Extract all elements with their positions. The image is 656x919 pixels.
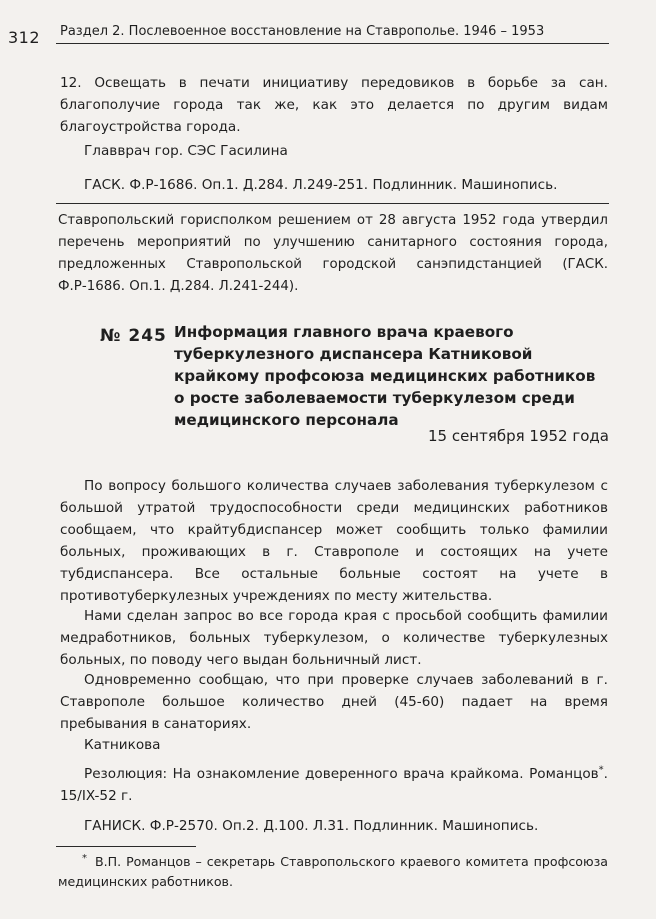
page-number: 312 <box>8 28 41 47</box>
footnote-marker: * <box>82 852 87 864</box>
running-header: Раздел 2. Послевоенное восстановление на Ставрополье. 1946 – 1953 <box>60 24 545 39</box>
footnote-marker: * <box>598 764 604 776</box>
resolution <box>60 763 608 807</box>
resolution-date: . 15/IX-52 г. <box>60 766 608 804</box>
document-date: 15 сентября 1952 года <box>427 427 609 445</box>
body-paragraph: По вопросу большого количества случаев заболевания туберкулезом с большой утратой трудоспособности среди медицинских работников сообщаем, что крайтубдиспансер может сообщить только фамилии больных, проживающих в г. Ставрополе и состоящих на учете тубдиспансера. Все остальные больные состоят на учете в противотуберкулезных учреждениях по месту жительства. <box>60 478 608 604</box>
document-title: Информация главного врача краевого туберкулезного диспансера Катниковой крайкому профсоюза медицинских работников о росте заболеваемости туберкулезом среди медицинского персонала <box>174 323 596 429</box>
document-signature: Катникова <box>84 737 161 753</box>
header-rule <box>56 43 609 44</box>
document-source: ГАНИСК. Ф.Р-2570. Оп.2. Д.100. Л.31. Подлинник. Машинопись. <box>84 818 539 834</box>
resolution-text: Резолюция: На ознакомление доверенного врача крайкома. Романцов <box>84 766 599 782</box>
section-divider <box>56 203 609 204</box>
prev-document-signature: Главврач гор. СЭС Гасилина <box>84 143 288 159</box>
footnote-text: В.П. Романцов – секретарь Ставропольского краевого комитета профсоюза медицинских работников. <box>58 854 608 889</box>
footnote-rule <box>56 846 196 847</box>
footnote <box>58 852 608 892</box>
body-paragraph: Нами сделан запрос во все города края с просьбой сообщить фамилии медработников, больных туберкулезом, о количестве туберкулезных больных, по поводу чего выдан больничный лист. <box>60 608 608 668</box>
prev-document-source: ГАСК. Ф.Р-1686. Оп.1. Д.284. Л.249-251. Подлинник. Машинопись. <box>84 177 558 193</box>
editorial-note: Ставропольский горисполком решением от 28 августа 1952 года утвердил перечень мероприятий по улучшению санитарного состояния города, предложенных Ставропольской городской санэпидстанцией (ГАСК. Ф.Р-1686. Оп.1. Д.284. Л.241-244). <box>58 213 608 294</box>
item-12-paragraph: 12. Освещать в печати инициативу передовиков в борьбе за сан. благополучие города так же, как это делается по другим видам благоустройства города. <box>60 75 608 135</box>
document-number: № 245 <box>100 326 167 346</box>
body-paragraph: Одновременно сообщаю, что при проверке случаев заболеваний в г. Ставрополе большое количество дней (45-60) падает на время пребывания в санаториях. <box>60 672 608 732</box>
